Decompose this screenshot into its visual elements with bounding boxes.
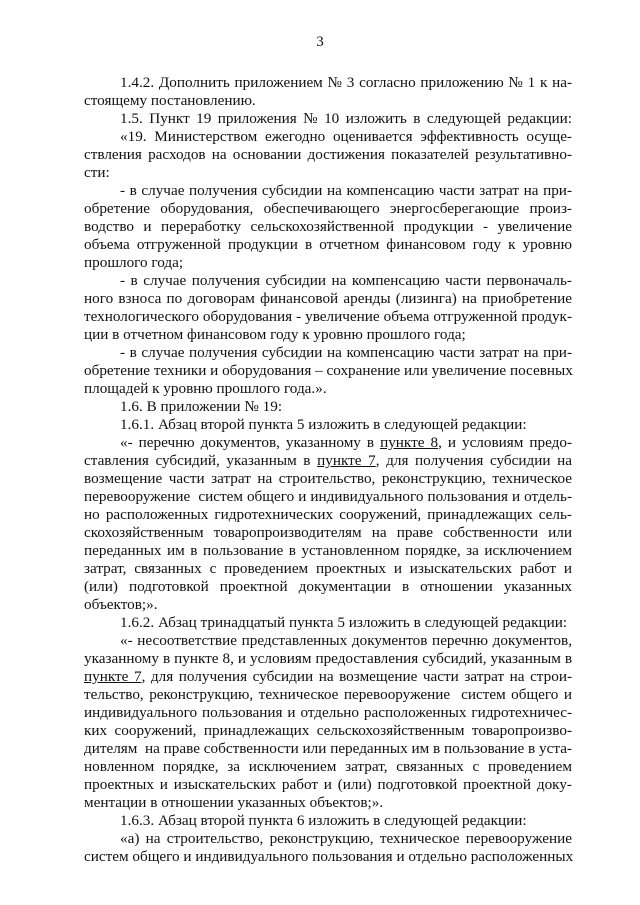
link-punkt-7[interactable]: пункте 7 bbox=[84, 668, 142, 685]
document-page: 3 1.4.2. Дополнить приложением № 3 согласно приложению № 1 к на- стоящему постановлению. 1.5. Пункт 19 приложения № 10 изложить в следующей редакции: «19. Министерством ежегодно оценивается эффективность осуще- ствления расходов на основании достижения показателей результативно- сти: - в случае получения субсидии на компенсацию части затрат на при- обретение оборудования, обеспечивающего энергосберегающие произ- водство и переработку сельскохозяйственной продукции - увеличение объема отгруженной продукции в отчетном финансовом году к уровню прошлого года; - в случае получения субсидии на компенсацию части первоначаль- ного взноса по договорам финансовой аренды (лизинга) на приобретение технологического оборудования - увеличение объема отгруженной продук- ции в отчетном финансовом году к уровню прошлого года; - в случае получения субсидии на компенсацию части затрат на при- обретение техники и оборудования – сохранение или увеличение посевных площадей к уровню прошлого года.». 1.6. В приложении № 19: 1.6.1. Абзац второй пункта 5 изложить в следующей редакции: «- перечню документов, указанному в пункте 8, и условиям предо- ставления субсидий, указанным в пункте 7, для получения субсидии на возмещение части затрат на строительство, реконструкцию, техническое перевооружение систем общего и индивидуального пользования и отдель- но расположенных гидротехнических сооружений, принадлежащих сель- скохозяйственным товаропроизводителям на праве собственности или переданных им в пользование в установленном порядке, за исключением затрат, связанных с проведением проектных и изыскательских работ и (или) подготовкой проектной документации в отношении указанных объектов;». 1.6.2. Абзац тринадцатый пункта 5 изложить в следующей редакции: «- несоответствие представленных документов перечню документов, указанному в пункте 8, и условиям предоставления субсидий, указанным в пункте 7, для получения субсидии на возмещение части затрат на строи- тельство, реконструкцию, техническое перевооружение систем общего и индивидуального пользования и отдельно расположенных гидротехничес- ких сооружений, принадлежащих сельскохозяйственным товаропроизво- дителям на праве собственности или переданных им в пользование в уста- новленном порядке, за исключением затрат, связанных с проведением проектных и изыскательских работ и (или) подготовкой проектной доку- ментации в отношении указанных объектов;». 1.6.3. Абзац второй пункта 6 изложить в следующей редакции: «а) на строительство, реконструкцию, техническое перевооружение систем общего и индивидуального пользования и отдельно расположенных bbox=[0, 0, 640, 905]
link-punkt-7[interactable]: пункте 7 bbox=[317, 452, 376, 469]
page-number: 3 bbox=[316, 34, 324, 50]
link-punkt-8[interactable]: пункте 8 bbox=[380, 434, 439, 451]
